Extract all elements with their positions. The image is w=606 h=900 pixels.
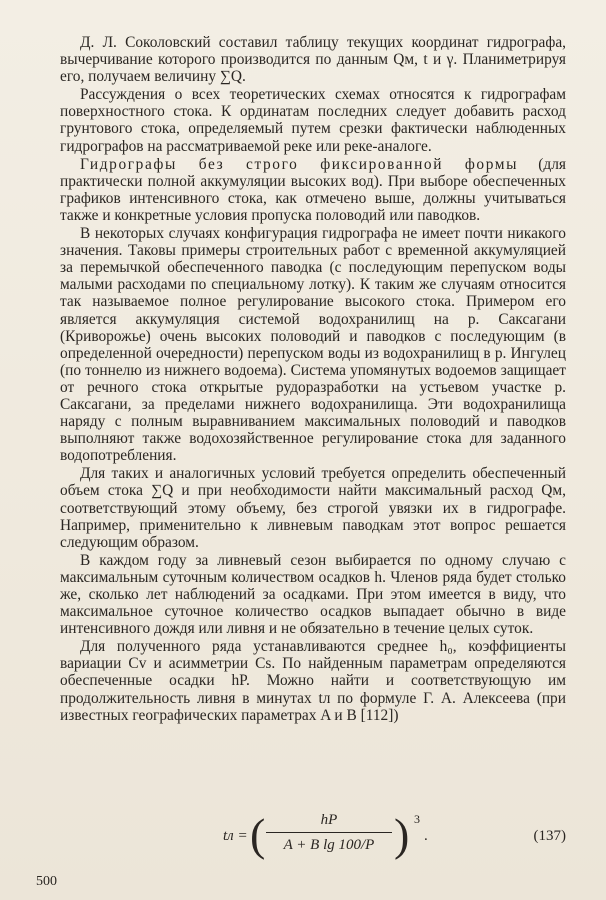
fraction-bar: [266, 832, 392, 833]
formula-denominator: A + B lg 100/P: [283, 837, 375, 853]
paragraph-2: Рассуждения о всех теоретических схемах относятся к гидрографам поверхностного стока. К ординатам последних следует добавить расход грунтового стока, определяемый путем срезки фактически наблюденных гидрографов на рассматриваемой реке или реке-аналоге.: [60, 86, 566, 155]
formula-period: .: [424, 828, 428, 844]
page-number: 500: [36, 874, 57, 889]
paragraph-1: Д. Л. Соколовский составил таблицу текущих координат гидрографа, вычерчивание которого производится по данным Qм, t и γ. Планиметрируя его, получаем величину ∑Q.: [60, 34, 566, 86]
formula-right-paren: ): [394, 809, 410, 860]
paragraph-3: [60, 156, 566, 224]
paragraph-7: Для полученного ряда устанавливаются среднее h₀, коэффициенты вариации Cv и асимметрии Cs. По найденным параметрам определяются обеспеченные осадки hP. Можно найти и соответствующую им продолжительность ливня в минутах tл по формуле Г. А. Алексеева (при известных географических параметрах A и B [112]): [60, 638, 566, 724]
formula-fraction: [266, 810, 392, 854]
formula-exponent: 3: [414, 812, 420, 826]
paragraph-6: В каждом году за ливневый сезон выбирается по одному случаю с максимальным суточным количеством осадков h. Членов ряда будет столько же, сколько лет наблюдений за осадками. При этом имеется в виду, что максимальное суточное количество осадков выпадает обычно в виде интенсивного дождя или ливня и не обязательно в течение целых суток.: [60, 551, 566, 638]
formula-137: [60, 806, 566, 866]
paragraph-3-rest: (для практически полной аккумуляции высоких вод). При выборе обеспеченных графиков интенсивного стока, как отмечено выше, должны учитываться также и конкретные условия пропуска половодий или паводков.: [60, 155, 566, 224]
body-text: [60, 34, 566, 724]
formula-numerator: hP: [320, 812, 338, 828]
paragraph-4: В некоторых случаях конфигурация гидрографа не имеет почти никакого значения. Таковы примеры строительных работ с временной аккумуляцией за перемычкой обеспеченного паводка (с последующим перепуском воды малыми расходами по специальному лотку). К таким же случаям относится так называемое полное регулирование высокого стока. Примером его является аккумуляция системой водохранилищ на р. Саксагани (Криворожье) очень высоких половодий и паводков с последующим (в определенной очередности) перепуском воды из водохранилищ в р. Ингулец (по тоннелю из нижнего водоема). Система упомянутых водоемов защищает от речного стока открытые рудоразработки на устьевом участке р. Саксагани, за пределами нижнего водохранилища. Эти водохранилища наряду с полным выравниванием максимальных половодий и паводков выполняют также водохозяйственное регулирование стока для заданного водопотребления.: [60, 225, 566, 465]
formula-lhs: tл =: [223, 828, 248, 844]
formula-number: (137): [533, 828, 566, 844]
formula-left-paren: (: [250, 809, 266, 860]
paragraph-5: Для таких и аналогичных условий требуется определить обеспеченный объем стока ∑Q и при необходимости найти максимальный расход Qм, соответствующий этому объему, без строгой увязки их в гидрографе. Например, применительно к ливневым паводкам этот вопрос решается следующим образом.: [60, 465, 566, 551]
spaced-heading: Гидрографы без строго фиксированной формы: [80, 155, 519, 173]
